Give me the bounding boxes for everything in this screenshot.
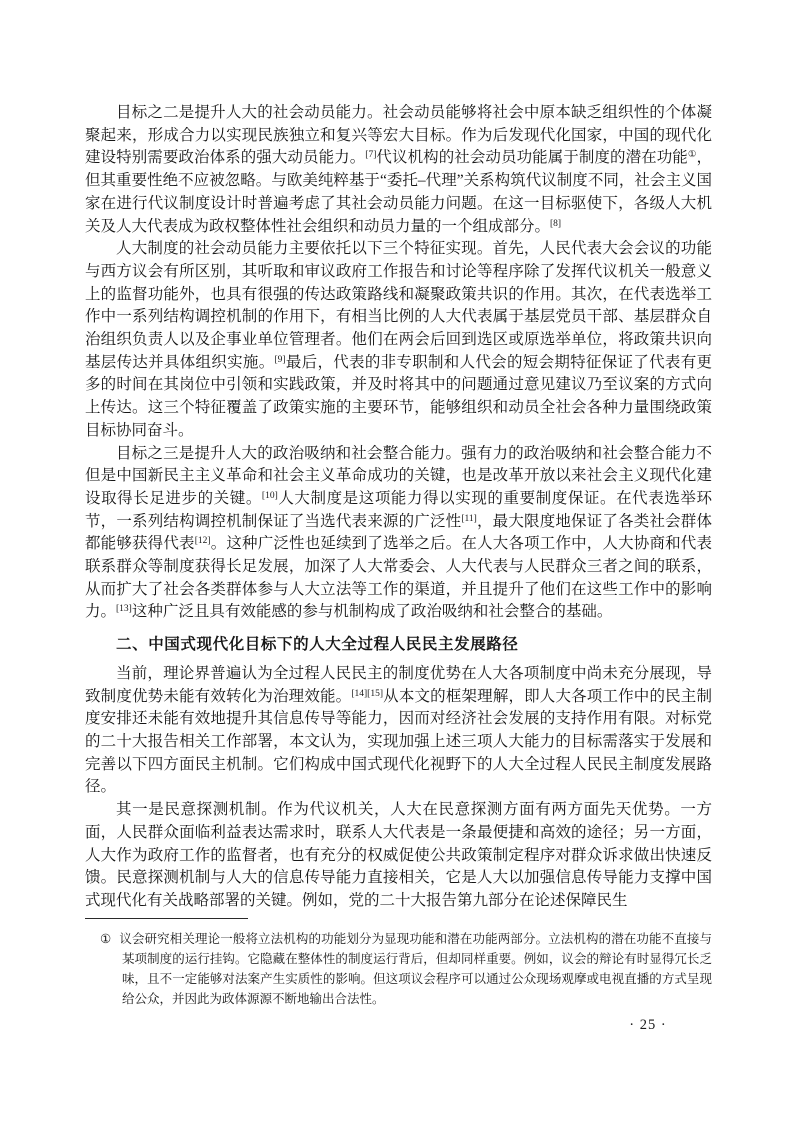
paragraph: 其一是民意探测机制。作为代议机关，人大在民意探测方面有两方面先天优势。一方面，人民群众面临利益表达需求时，联系人大代表是一条最便捷和高效的途径；另一方面，人大作为政府工作的监督者，也有充分的权威促使公共政策制定程序对群众诉求做出快速反馈。民意探测机制与人大的信息传导能力直接相关，它是人大以加强信息传导能力支撑中国式现代化有关战略部署的关键。例如，党的二十大报告第九部分在论述保障民生 <box>85 801 712 909</box>
section-heading: 二、中国式现代化目标下的人大全过程人民民主发展路径 <box>116 636 519 654</box>
reference-superscript: [12] <box>194 536 211 547</box>
footnote <box>85 929 712 1009</box>
reference-superscript: [14][15] <box>351 688 383 699</box>
footnote-area <box>85 918 712 1009</box>
paragraph: 目标之三是提升人大的政治吸纳和社会整合能力。强有力的政治吸纳和社会整合能力不但是中国新民主主义革命和社会主义革命成功的关键，也是改革开放以来社会主义现代化建设取得长足进步的关键。[10]人大制度是这项能力得以实现的重要制度保证。在代表选举环节，一系列结构调控机制保证了当选代表来源的广泛性[11]，最大限度地保证了各类社会群体都能够获得代表[12]。这种广泛性也延续到了选举之后。在人大各项工作中，人大协商和代表联系群众等制度获得长足发展，加深了人大常委会、人大代表与人民群众三者之间的联系，从而扩大了社会各类群体参与人大立法等工作的渠道，并且提升了他们在这些工作中的影响力。[13]这种广泛且具有效能感的参与机制构成了政治吸纳和社会整合的基础。 <box>85 444 712 621</box>
article-body <box>85 102 712 913</box>
reference-superscript: [11] <box>461 513 477 524</box>
reference-superscript: ① <box>687 150 697 161</box>
paragraph: 当前，理论界普遍认为全过程人民民主的制度优势在人大各项制度中尚未充分展现，导致制度优势未能有效转化为治理效能。[14][15]从本文的框架理解，即人大各项工作中的民主制度安排还未能有效地提升其信息传导等能力，因而对经济社会发展的支持作用有限。对标党的二十大报告相关工作部署，本文认为，实现加强上述三项人大能力的目标需落实于发展和完善以下四方面民主机制。它们构成中国式现代化视野下的人大全过程人民民主制度发展路径。 <box>85 664 712 796</box>
reference-superscript: [10] <box>261 490 278 501</box>
reference-superscript: [9] <box>274 354 286 365</box>
footnote-text: 议会研究相关理论一般将立法机构的功能划分为显现功能和潜在功能两部分。立法机构的潜在功能不直接与某项制度的运行挂钩。它隐藏在整体性的制度运行背后，但却同样重要。例如，议会的辩论有时显得冗长乏味，且不一定能够对法案产生实质性的影响。但这项议会程序可以通过公众现场观摩或电视直播的方式呈现给公众，并因此为政体源源不断地输出合法性。 <box>119 932 712 1006</box>
paragraph: 目标之二是提升人大的社会动员能力。社会动员能够将社会中原本缺乏组织性的个体凝聚起来，形成合力以实现民族独立和复兴等宏大目标。作为后发现代化国家，中国的现代化建设特别需要政治体系的强大动员能力。[7]代议机构的社会动员功能属于制度的潜在功能①，但其重要性绝不应被忽略。与欧美纯粹基于“委托–代理”关系构筑代议制度不同，社会主义国家在进行代议制度设计时普遍考虑了其社会动员能力问题。在这一目标驱使下，各级人大机关及人大代表成为政权整体性社会组织和动员力量的一个组成部分。[8] <box>85 104 712 235</box>
reference-superscript: [7] <box>365 150 377 161</box>
footnote-separator <box>85 918 248 919</box>
footnote-marker: ① <box>100 932 112 946</box>
paragraph: 人大制度的社会动员能力主要依托以下三个特征实现。首先，人民代表大会会议的功能与西方议会有所区别，其听取和审议政府工作报告和讨论等程序除了发挥代议机关一般意义上的监督功能外，也具有很强的传达政策路线和凝聚政策共识的作用。其次，在代表选举工作中一系列结构调控机制的作用下，有相当比例的人大代表属于基层党员干部、基层群众自治组织负责人以及企事业单位管理者。他们在两会后回到选区或原选举单位，将政策共识向基层传达并具体组织实施。[9]最后，代表的非专职制和人代会的短会期特征保证了代表有更多的时间在其岗位中引领和实践政策，并及时将其中的问题通过意见建议乃至议案的方式向上传达。这三个特征覆盖了政策实施的主要环节，能够组织和动员全社会各种力量围绕政策目标协同奋斗。 <box>85 240 712 439</box>
page-number: · 25 · <box>629 1017 667 1033</box>
reference-superscript: [13] <box>116 604 132 615</box>
reference-superscript: [8] <box>550 218 562 229</box>
